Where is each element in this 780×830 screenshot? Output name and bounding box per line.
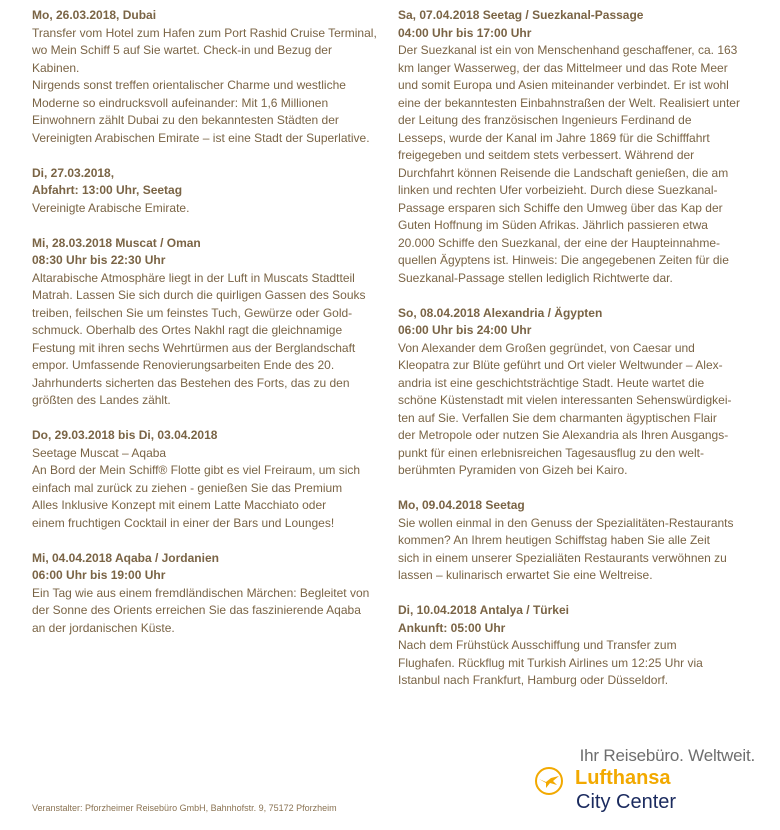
day-heading: Mi, 04.04.2018 Aqaba / Jordanien (32, 550, 219, 565)
itinerary-day (32, 550, 384, 638)
day-description-line: sich in einem unserer Spezialiäten Restaurants verwöhnen zu (398, 550, 727, 565)
day-description-line: wo Mein Schiff 5 auf Sie wartet. Check-in und Bezug der (32, 43, 332, 57)
day-description-line: Transfer vom Hotel zum Hafen zum Port Rashid Cruise Terminal, (32, 25, 377, 40)
day-description-line: Moderne so eindrucksvoll aufeinander: Mit 1,6 Millionen (32, 95, 329, 110)
day-description-line: quellen Ägyptens ist. Hinweis: Die angegebenen Zeiten für die (398, 253, 729, 267)
day-heading: Di, 10.04.2018 Antalya / Türkei (398, 603, 569, 617)
day-description-line: Sie wollen einmal in den Genuss der Spezialitäten-Restaurants (398, 515, 734, 530)
day-description-line: Istanbul nach Frankfurt, Hamburg oder Düsseldorf. (398, 673, 669, 687)
day-description-line: einem fruchtigen Cocktail in einer der Bars und Lounges! (32, 515, 335, 530)
itinerary-day (398, 497, 750, 585)
day-description-line: freigegeben und seitdem stets verbessert. Während der (398, 148, 695, 162)
day-description-line: einfach mal zurück zu ziehen - genießen Sie das Premium (32, 480, 343, 495)
day-description-line: empor. Umfassende Renovierungsarbeiten Ende des 20. (32, 358, 335, 372)
day-description-line: Passage ersparen sich Schiffe den Umweg über das Kap der (398, 200, 723, 215)
day-description-line: schöne Küstenstadt mit vielen interessanten Sehenswürdigkei- (398, 393, 732, 407)
day-description-line: und somit Europa und Asien miteinander verbindet. Er ist wohl (398, 78, 729, 92)
itinerary-day (398, 602, 750, 690)
day-description-line: 20.000 Schiffe den Suezkanal, der eine der Haupteinnahme- (398, 235, 721, 250)
day-description-line: der Sonne des Orients erreichen Sie das faszinierende Aqaba (32, 603, 361, 617)
day-description-line: an der jordanischen Küste. (32, 620, 175, 635)
day-description-line: Ein Tag wie aus einem fremdländischen Märchen: Begleitet von (32, 585, 370, 600)
day-description-line: km langer Wasserweg, der das Mittelmeer und das Rote Meer (398, 60, 728, 75)
day-description-line: Guten Hoffnung im Süden Afrikas. Jährlich passieren etwa (398, 218, 708, 232)
day-description-line: Nach dem Frühstück Ausschiffung und Transfer zum (398, 638, 677, 652)
day-times: Ankunft: 05:00 Uhr (398, 620, 506, 635)
crane-icon (534, 766, 564, 796)
day-heading: Sa, 07.04.2018 Seetag / Suezkanal-Passage (398, 8, 644, 22)
day-heading: Di, 27.03.2018, (32, 165, 115, 180)
brand-block (530, 746, 755, 818)
day-description-line: Vereinigte Arabische Emirate. (32, 200, 190, 215)
day-heading: Mo, 09.04.2018 Seetag (398, 498, 525, 512)
day-description-line: punkt für einen erlebnisreichen Tagesausflug zu den welt- (398, 445, 704, 460)
day-description-line: Flughafen. Rückflug mit Turkish Airlines um 12:25 Uhr via (398, 655, 703, 670)
itinerary-day (398, 305, 750, 480)
day-description-line: Der Suezkanal ist ein von Menschenhand geschaffener, ca. 163 (398, 43, 738, 57)
day-description-line: Seetage Muscat – Aqaba (32, 445, 167, 460)
day-description-line: linken und rechten Ufer vorbeizieht. Durch diese Suezkanal- (398, 183, 718, 197)
day-description-line: Matrah. Lassen Sie sich durch die quirligen Gassen des Souks (32, 288, 366, 302)
day-description-line: An Bord der Mein Schiff® Flotte gibt es viel Freiraum, um sich (32, 463, 361, 477)
day-times: Abfahrt: 13:00 Uhr, Seetag (32, 183, 183, 197)
day-description-line: Von Alexander dem Großen gegründet, von Caesar und (398, 340, 695, 355)
day-description-line: eine der bekanntesten Einbahnstraßen der Welt. Realisiert unter (398, 95, 740, 110)
day-description-line: ten auf Sie. Verfallen Sie dem charmanten ägyptischen Flair (398, 410, 717, 425)
day-description-line: der Metropole oder nutzen Sie Alexandria als Ihren Ausgangs- (398, 428, 729, 442)
day-heading: Do, 29.03.2018 bis Di, 03.04.2018 (32, 428, 218, 442)
itinerary-day (32, 235, 384, 410)
day-description-line: größten des Landes zählt. (32, 393, 171, 407)
day-description-line: Einwohnern zählt Dubai zu den bekanntesten Städten der (32, 113, 339, 127)
brand-subname: City Center (576, 791, 677, 813)
day-description-line: Festung mit ihren sechs Wehrtürmen aus der Berglandschaft (32, 340, 356, 355)
itinerary-day (32, 7, 384, 147)
day-heading: So, 08.04.2018 Alexandria / Ägypten (398, 305, 603, 320)
itinerary-day (32, 165, 384, 218)
day-times: 06:00 Uhr bis 24:00 Uhr (398, 323, 532, 337)
day-description-line: Kabinen. (32, 60, 80, 75)
day-description-line: treiben, feilschen Sie um feinstes Tuch, Gewürze oder Gold- (32, 305, 353, 320)
day-description-line: Vereinigten Arabischen Emirate – ist eine Stadt der Superlative. (32, 130, 370, 145)
day-description-line: Altarabische Atmosphäre liegt in der Luft in Muscats Stadtteil (32, 270, 355, 285)
brand-name: Lufthansa (575, 767, 671, 789)
day-description-line: Suezkanal-Passage stellen lediglich Richtwerte dar. (398, 270, 673, 285)
day-description-line: andria ist eine geschichtsträchtige Stadt. Heute wartet die (398, 375, 705, 390)
day-description-line: der Leitung des französischen Ingenieurs Ferdinand de (398, 113, 692, 127)
organizer-footer: Veranstalter: Pforzheimer Reisebüro GmbH, Bahnhofstr. 9, 75172 Pforzheim (32, 803, 337, 813)
itinerary-left-column (32, 7, 384, 655)
brand-tagline: Ihr Reisebüro. Weltweit. (579, 746, 755, 765)
itinerary-right-column (398, 7, 750, 707)
day-heading: Mi, 28.03.2018 Muscat / Oman (32, 235, 201, 250)
day-times: 04:00 Uhr bis 17:00 Uhr (398, 25, 532, 40)
day-description-line: berühmten Pyramiden von Gizeh bei Kairo. (398, 463, 628, 477)
day-description-line: Kleopatra zur Blüte geführt und Ort vieler Weltwunder – Alex- (398, 358, 723, 372)
day-times: 08:30 Uhr bis 22:30 Uhr (32, 253, 166, 267)
day-heading: Mo, 26.03.2018, Dubai (32, 8, 157, 22)
day-times: 06:00 Uhr bis 19:00 Uhr (32, 568, 166, 582)
day-description-line: Lesseps, wurde der Kanal im Jahre 1869 für die Schifffahrt (398, 130, 710, 145)
itinerary-day (32, 427, 384, 532)
day-description-line: Nirgends sonst treffen orientalischer Charme und westliche (32, 78, 346, 92)
day-description-line: Jahrhunderts sicherten das Bestehen des Forts, das zu den (32, 375, 350, 390)
itinerary-day (398, 7, 750, 287)
day-description-line: schmuck. Oberhalb des Ortes Nakhl ragt die gleichnamige (32, 323, 343, 337)
day-description-line: kommen? An Ihrem heutigen Schiffstag haben Sie alle Zeit (398, 533, 710, 547)
day-description-line: lassen – kulinarisch erwartet Sie eine Weltreise. (398, 568, 653, 582)
day-description-line: Durchfahrt können Reisende die Landschaft genießen, die am (398, 165, 729, 180)
day-description-line: Alles Inklusive Konzept mit einem Latte Macchiato oder (32, 498, 327, 512)
